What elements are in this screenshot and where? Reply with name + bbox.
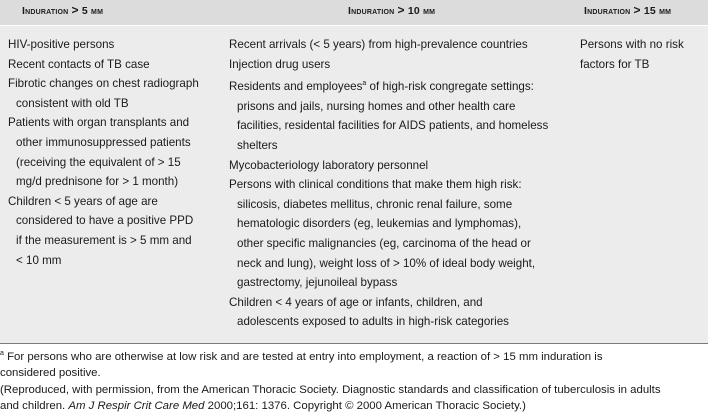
header-induration-10mm: Induration > 10 mm [348, 3, 436, 17]
header-induration-15mm: Induration > 15 mm [584, 3, 672, 17]
list-item: Recent arrivals (< 5 years) from high-prevalence countries [229, 38, 528, 51]
source-citation: (Reproduced, with permission, from the American Thoracic Society. Diagnostic standards and classification of tuberculosis in adults and children. Am J Respir Crit Care Med 2000;161: 1376. Copyright © 2000 American Thoracic Society.) [0, 384, 661, 412]
journal-title: Am J Respir Crit Care Med [68, 399, 205, 412]
divider [0, 343, 708, 344]
footnote-marker: a [362, 80, 367, 88]
list-item: Recent contacts of TB case [8, 57, 150, 71]
header-induration-5mm: Induration > 5 mm [22, 3, 104, 17]
list-item: HIV-positive persons [8, 38, 115, 51]
column-15mm [580, 35, 698, 74]
footnote: $^a$ For persons who are otherwise at low risk and are tested at entry into employment, a reaction of > 15 mm induration is considered positive. [0, 350, 603, 379]
list-item: Fibrotic changes on chest radiograph consistent with old TB [8, 77, 199, 110]
list-item: Children < 5 years of age are considered to have a positive PPD if the measurement is > 5 mm and < 10 mm [8, 194, 194, 267]
list-item: Persons with no risk factors for TB [580, 38, 684, 71]
list-item: Children < 4 years of age or infants, children, and adolescents exposed to adults in high-risk categories [229, 295, 509, 329]
list-item: Injection drug users [229, 57, 331, 71]
list-item: Persons with clinical conditions that make them high risk: silicosis, diabetes mellitus, chronic renal failure, some hematologic disorders (eg, leukemias and lymphomas), other specific malignancies (eg, carcinoma of the head or neck and lung), weight loss of > 10% of ideal body weight, gastrectomy, jejunoileal bypass [229, 178, 536, 290]
column-10mm [229, 35, 571, 332]
list-item: Patients with organ transplants and other immunosuppressed patients (receiving the equivalent of > 15 mg/d prednisone for > 1 month) [8, 116, 191, 189]
list-item: Residents and employees$^a$ of high-risk congregate settings: prisons and jails, nursing homes and other health care facilities, residental facilities for AIDS patients, and homeless shelters [229, 80, 549, 152]
list-item: Mycobacteriology laboratory personnel [229, 158, 429, 172]
column-5mm [8, 35, 220, 270]
